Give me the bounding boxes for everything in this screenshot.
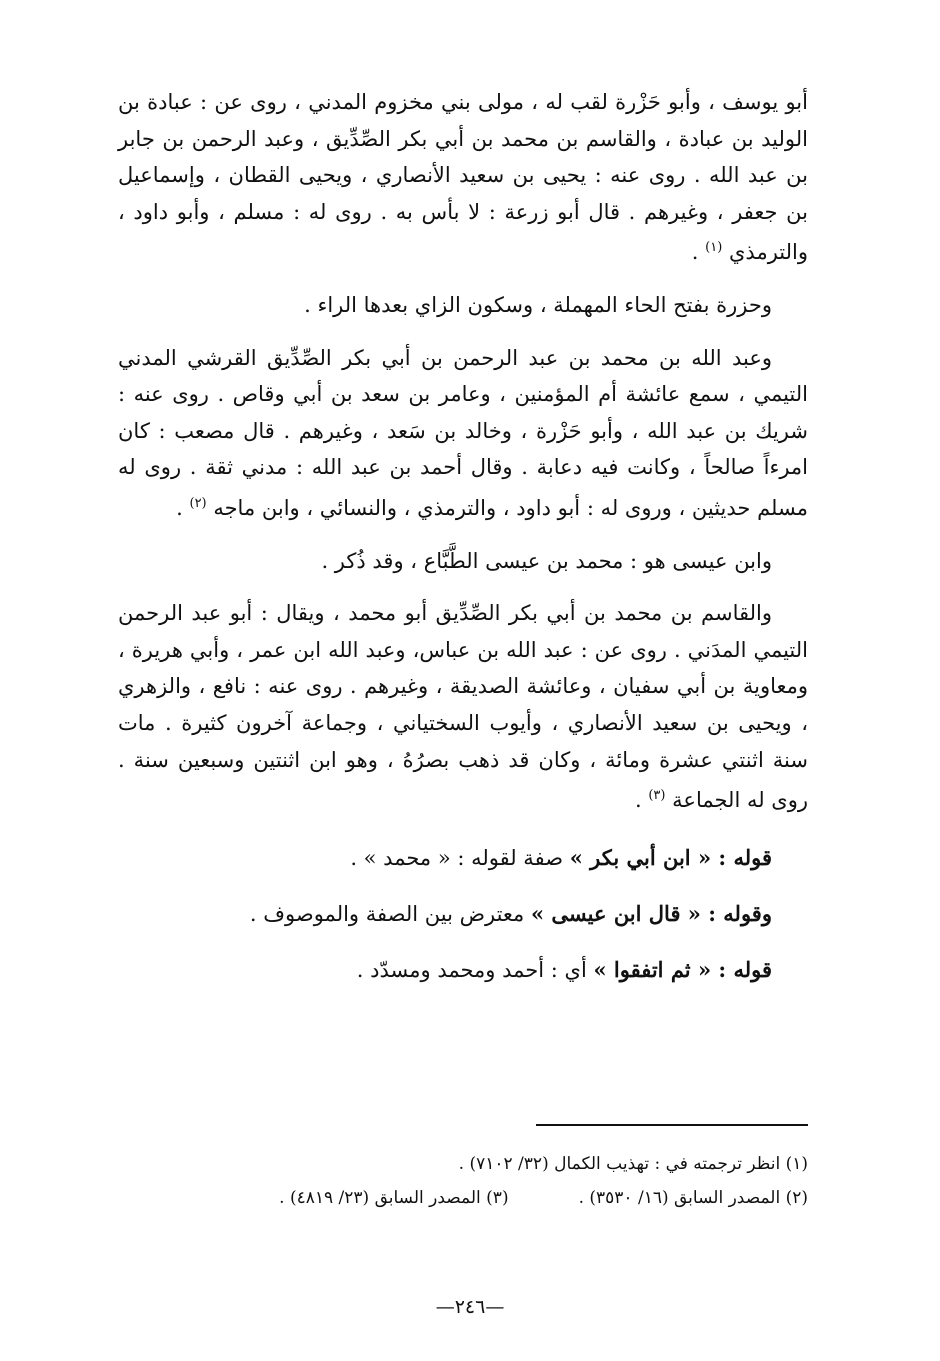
paragraph-abu-hazra bbox=[118, 84, 808, 271]
paragraph-text: أبو يوسف ، وأبو حَزْرة لقب له ، مولى بني مخزوم المدني ، روى عن : عبادة بن الوليد بن عبادة ، والقاسم بن محمد بن أبي بكر الصِّدِّيق ، وعبد الرحمن بن جابر بن عبد الله . روى عنه : يحيى بن سعيد الأنصاري ، ويحيى القطان ، وإسماعيل بن جعفر ، وغيرهم . قال أبو زرعة : لا بأس به . روى له : مسلم ، وأبو داود ، والترمذي bbox=[118, 90, 808, 265]
main-text bbox=[118, 84, 808, 1003]
paragraph-end: . bbox=[634, 788, 642, 813]
commentary-line-3 bbox=[118, 947, 808, 993]
paragraph-abdullah-bin-muhammad bbox=[118, 340, 808, 527]
paragraph-text: والقاسم بن محمد بن أبي بكر الصِّدِّيق أبو محمد ، ويقال : أبو عبد الرحمن التيمي المدَني . روى عن : عبد الله بن عباس، وعبد الله ابن عمر ، وأبي هريرة ، ومعاوية بن أبي سفيان ، وعائشة الصديقة ، وغيرهم . روى عنه : نافع ، والزهري ، ويحيى بن سعيد الأنصاري ، وأيوب السختياني ، وجماعة آخرون كثيرة . مات سنة اثنتي عشرة ومائة ، وكان قد ذهب بصرُهُ ، وهو ابن اثنتين وسبعين سنة . روى له الجماعة bbox=[118, 601, 808, 813]
paragraph-text: وابن عيسى هو : محمد بن عيسى الطَّبَّاع ، وقد ذُكر . bbox=[321, 548, 772, 573]
footnote-divider bbox=[536, 1124, 808, 1126]
footnotes bbox=[118, 1147, 808, 1215]
commentary-lead: وقوله : « قال ابن عيسى » bbox=[530, 900, 772, 926]
paragraph-text: وعبد الله بن محمد بن عبد الرحمن بن أبي بكر الصِّدِّيق القرشي المدني التيمي ، سمع عائشة أم المؤمنين ، وعامر بن سعد بن أبي وقاص . روى عنه : شريك بن عبد الله ، وأبو حَزْرة ، وخالد بن سَعد ، وغيرهم . قال مصعب : كان امرءاً صالحاً ، وكانت فيه دعابة . وقال أحمد بن عبد الله : مدني ثقة . روى له مسلم حديثين ، وروى له : أبو داود ، والترمذي ، والنسائي ، وابن ماجه bbox=[118, 345, 808, 520]
paragraph-end: . bbox=[176, 495, 183, 520]
paragraph-ibn-isa bbox=[118, 543, 808, 580]
commentary-lead: قوله : « ابن أبي بكر » bbox=[569, 844, 772, 870]
footnote-ref-2: (٢) bbox=[189, 495, 207, 511]
commentary-text: معترض بين الصفة والموصوف . bbox=[249, 901, 531, 926]
footnote-row-2-3 bbox=[118, 1181, 808, 1215]
footnote-ref-3: (٣) bbox=[648, 788, 666, 804]
paragraph-text: وحزرة بفتح الحاء المهملة ، وسكون الزاي بعدها الراء . bbox=[304, 292, 772, 317]
commentary-text: صفة لقوله : « محمد » . bbox=[350, 845, 570, 870]
commentary-line-1 bbox=[118, 835, 808, 881]
paragraph-end: . bbox=[691, 240, 699, 265]
page-number: —٢٤٦— bbox=[435, 1296, 505, 1318]
footnote-3: (٣) المصدر السابق (٢٣/ ٤٨١٩) . bbox=[279, 1188, 509, 1208]
paragraph-al-qasim bbox=[118, 595, 808, 819]
paragraph-hazra-spelling bbox=[118, 287, 808, 324]
footnote-ref-1: (١) bbox=[705, 240, 723, 256]
footnote-1: (١) انظر ترجمته في : تهذيب الكمال (٣٢/ ٧١٠٢) . bbox=[458, 1154, 808, 1174]
commentary-lead: قوله : « ثم اتفقوا » bbox=[593, 956, 772, 982]
commentary-line-2 bbox=[118, 891, 808, 937]
commentary-text: أي : أحمد ومحمد ومسدّد . bbox=[356, 957, 594, 982]
footnote-2: (٢) المصدر السابق (١٦/ ٣٥٣٠) . bbox=[578, 1188, 808, 1208]
